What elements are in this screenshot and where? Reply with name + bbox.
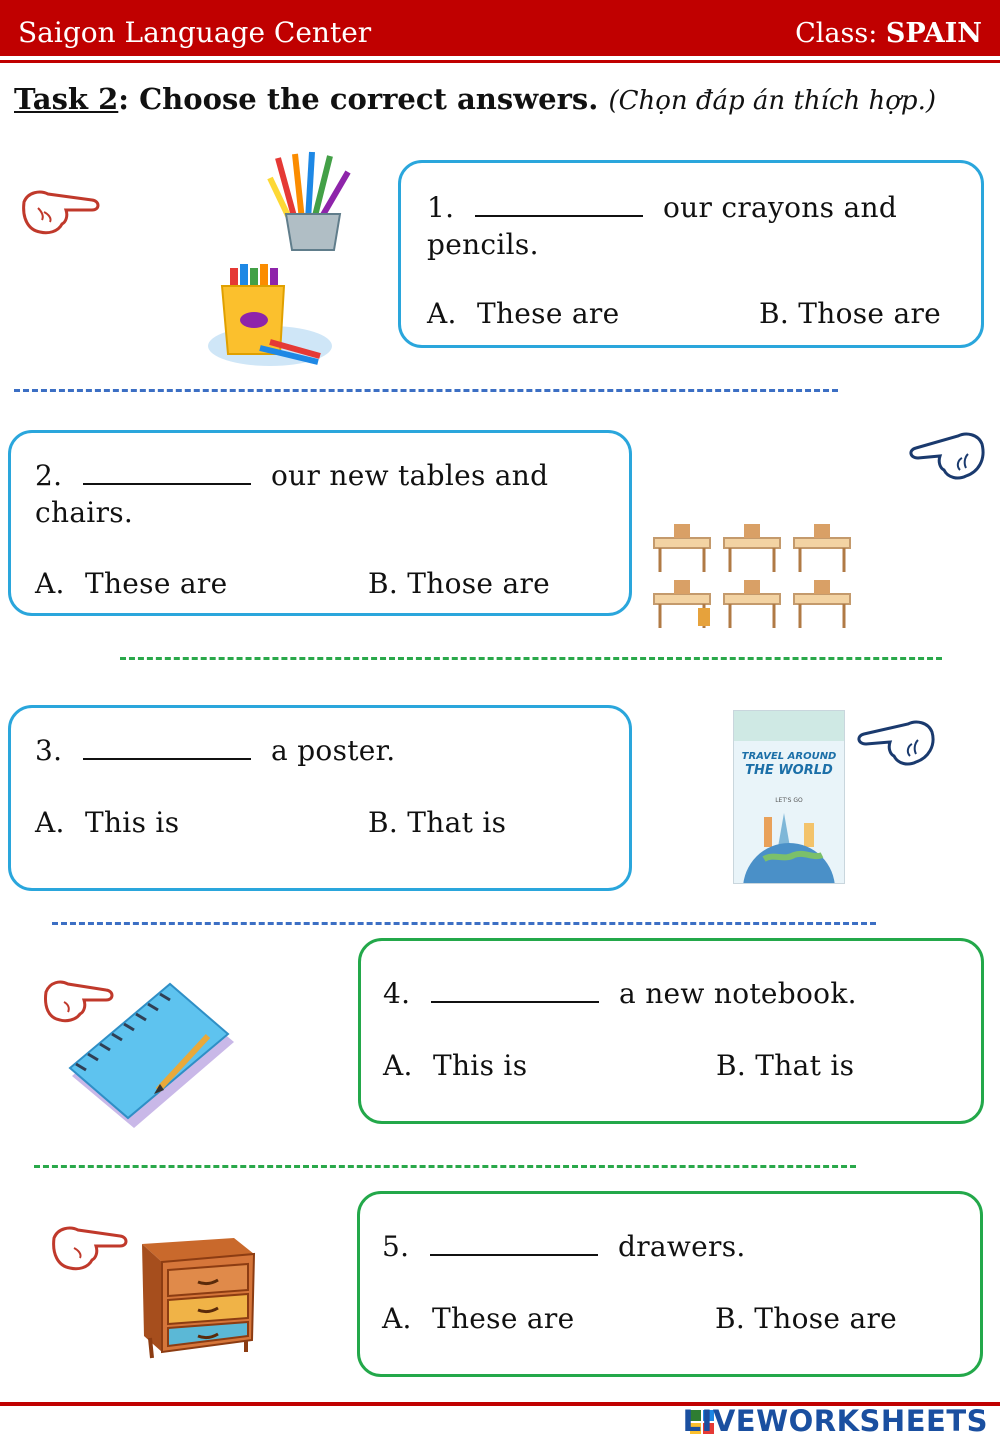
option-b-4[interactable]: B. That is [716, 1049, 855, 1082]
divider [14, 389, 838, 392]
class-label: Class: [795, 18, 886, 49]
question-number: 3. [35, 734, 63, 767]
poster-title-line2: THE WORLD [745, 763, 833, 778]
option-text: These are [432, 1302, 575, 1335]
option-b-1[interactable]: B. Those are [759, 297, 942, 330]
pointing-hand-icon [18, 182, 104, 238]
task-instruction: : Choose the correct answers. [118, 82, 609, 116]
question-4-text [383, 975, 953, 1012]
travel-poster-image [733, 710, 845, 884]
center-name: Saigon Language Center [18, 16, 372, 49]
option-a-2[interactable] [35, 567, 227, 600]
option-text: This is [85, 806, 180, 839]
answer-blank-3[interactable] [83, 736, 251, 760]
crayons-pencils-image [200, 150, 370, 378]
poster-leaves [734, 711, 844, 741]
task-title [14, 80, 974, 120]
classroom-desks-image [648, 516, 858, 636]
notebook-image [62, 980, 242, 1130]
question-prompt: a poster. [271, 734, 396, 767]
option-a-3[interactable] [35, 806, 179, 839]
question-5-text [382, 1228, 952, 1265]
header-rule [0, 60, 1000, 63]
question-prompt: our crayons and pencils. [427, 191, 898, 261]
question-number: 1. [427, 191, 455, 224]
option-letter: A. [35, 806, 65, 839]
option-letter: A. [383, 1049, 413, 1082]
option-a-5[interactable] [382, 1302, 574, 1335]
option-text: These are [85, 567, 228, 600]
class-name: SPAIN [885, 18, 982, 49]
divider [52, 922, 876, 925]
class-info [795, 18, 982, 49]
option-a-4[interactable] [383, 1049, 527, 1082]
pointing-hand-icon [856, 714, 938, 768]
poster-tagline: LET'S GO [775, 797, 803, 804]
pointing-hand-icon [908, 426, 988, 482]
answer-blank-2[interactable] [83, 461, 251, 485]
question-2-text [35, 457, 595, 531]
option-letter: A. [427, 297, 457, 330]
question-prompt: drawers. [618, 1230, 746, 1263]
question-prompt: a new notebook. [619, 977, 857, 1010]
question-box-1 [398, 160, 984, 348]
question-3-text [35, 732, 595, 769]
option-text: These are [477, 297, 620, 330]
option-letter: A. [382, 1302, 412, 1335]
option-b-2[interactable]: B. Those are [368, 567, 551, 600]
question-box-4 [358, 938, 984, 1124]
option-a-1[interactable] [427, 297, 619, 330]
task-translation: (Chọn đáp án thích hợp.) [608, 86, 936, 116]
footer-brand[interactable]: LIVEWORKSHEETS [682, 1404, 988, 1438]
question-box-3 [8, 705, 632, 891]
poster-title-line1: TRAVEL AROUND [741, 751, 837, 762]
divider [120, 657, 942, 660]
question-prompt: our new tables and chairs. [35, 459, 549, 529]
question-box-5 [357, 1191, 983, 1377]
option-letter: A. [35, 567, 65, 600]
question-number: 2. [35, 459, 63, 492]
pencil-cup-icon [270, 152, 348, 250]
question-number: 4. [383, 977, 411, 1010]
answer-blank-1[interactable] [475, 193, 643, 217]
question-box-2 [8, 430, 632, 616]
option-b-5[interactable]: B. Those are [715, 1302, 898, 1335]
task-label: Task 2 [14, 82, 119, 116]
option-text: This is [433, 1049, 528, 1082]
question-1-text [427, 189, 947, 263]
pointing-hand-icon [48, 1218, 132, 1272]
divider [34, 1165, 856, 1168]
drawers-image [130, 1234, 260, 1364]
option-b-3[interactable]: B. That is [368, 806, 507, 839]
globe-icon [734, 809, 844, 883]
question-number: 5. [382, 1230, 410, 1263]
answer-blank-5[interactable] [430, 1232, 598, 1256]
answer-blank-4[interactable] [431, 979, 599, 1003]
